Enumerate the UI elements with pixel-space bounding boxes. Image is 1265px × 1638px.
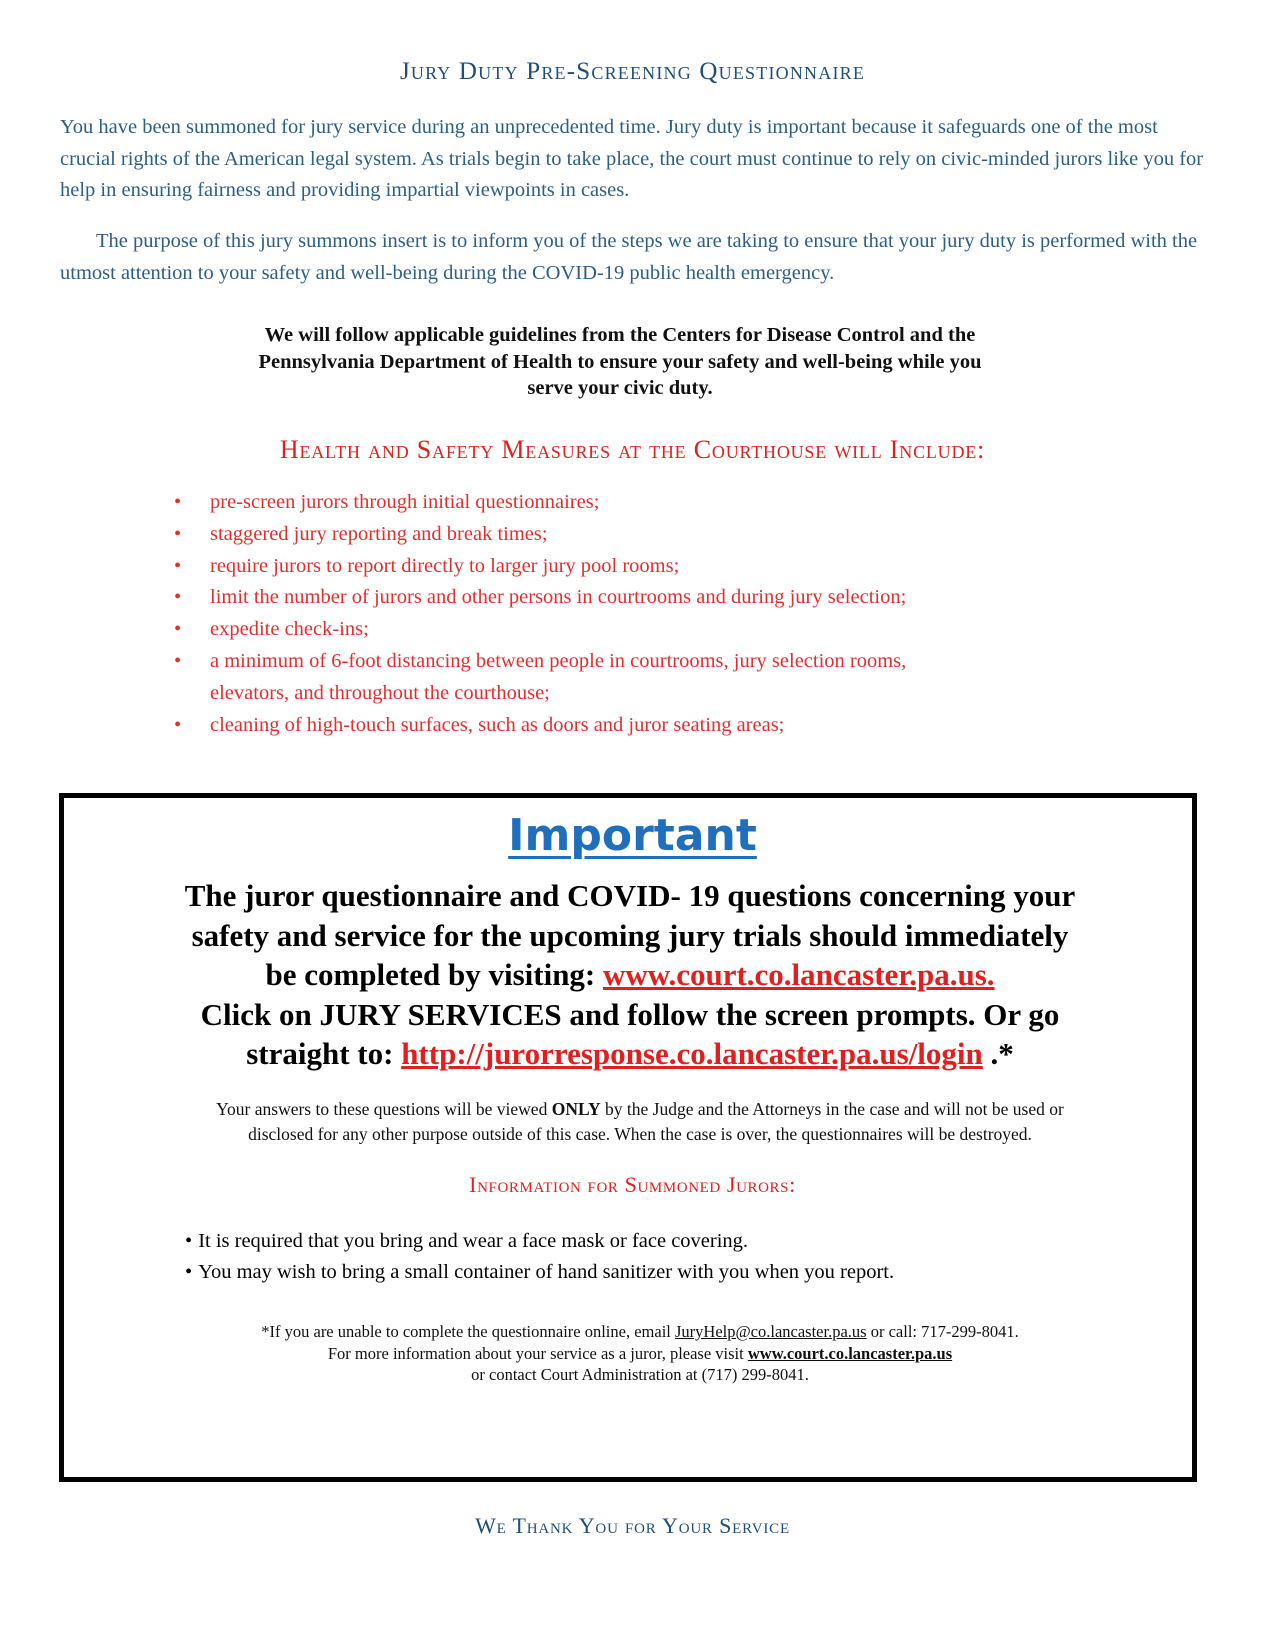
guideline-line-1: We will follow applicable guidelines from the Centers for Disease Control and the [264,324,976,346]
cdc-guideline-statement [150,322,1090,402]
summoned-jurors-list [185,1226,1085,1288]
list-item: • You may wish to bring a small container of hand sanitizer with you when you report. [185,1261,895,1283]
list-item: • pre-screen jurors through initial questionnaires; [170,487,1070,519]
list-item: • cleaning of high-touch surfaces, such as doors and juror seating areas; [170,710,1070,742]
list-item: • It is required that you bring and wear a face mask or face covering. [185,1230,749,1252]
health-measures-list [170,487,1070,741]
bullet-icon: • [174,522,182,545]
list-item-continuation: elevators, and throughout the courthouse; [210,681,550,704]
jury-help-email-link[interactable]: JuryHelp@co.lancaster.pa.us [674,1322,867,1341]
intro-paragraph-1: You have been summoned for jury service during an unprecedented time. Jury duty is important because it safeguards one of the most crucial rights of the American legal system. As trials begin to take place, the court must continue to rely on civic-minded jurors like you for help in ensuring fairness and providing impartial viewpoints in cases. [60,116,1204,201]
bullet-icon: • [174,491,182,513]
list-item: • staggered jury reporting and break times; [170,519,1070,551]
list-item: • expedite check-ins; [170,614,1070,646]
list-item: • limit the number of jurors and other persons in courtrooms and during jury selection; [170,582,1070,614]
guideline-line-2: Pennsylvania Department of Health to ensure your safety and well-being while you [258,350,982,373]
list-item: • a minimum of 6-foot distancing between people in courtrooms, jury selection rooms, [170,646,1070,678]
contact-footnote: *If you are unable to complete the questionnaire online, email JuryHelp@co.lancaster.pa.us or call: 717-299-8041. For more information about your service as a juror, please visit www.court.co.lancaster.pa.us or contact Court Administration at (717) 299-8041. [261,1322,1019,1384]
bullet-icon: • [174,554,182,577]
court-website-footnote-link[interactable]: www.court.co.lancaster.pa.us [747,1343,953,1363]
bullet-icon: • [174,713,182,736]
bullet-icon: • [174,586,182,609]
court-website-link[interactable]: www.court.co.lancaster.pa.us. [603,957,995,992]
important-title: Important [508,810,757,861]
bullet-icon: • [185,1230,193,1252]
summoned-jurors-heading: Information for Summoned Jurors: [469,1172,796,1197]
juror-response-login-link[interactable]: http://jurorresponse.co.lancaster.pa.us/login [401,1036,983,1071]
health-measures-heading: Health and Safety Measures at the Courthouse will Include: [279,435,986,464]
bullet-icon: • [174,618,182,641]
document-title: Jury Duty Pre-Screening Questionnaire [399,58,866,85]
bullet-icon: • [174,649,182,672]
intro-paragraph-2: The purpose of this jury summons insert is to inform you of the steps we are taking to ensure that your jury duty is performed with the utmost attention to your safety and well-being during the COVID-19 public health emergency. [60,230,1198,284]
privacy-note: Your answers to these questions will be viewed ONLY by the Judge and the Attorneys in the case and will not be used or disclosed for any other purpose outside of this case. When the case is over, the questionnaires will be destroyed. [216,1099,1064,1144]
thank-you-footer: We Thank You for Your Service [475,1513,790,1538]
list-item: • require jurors to report directly to larger jury pool rooms; [170,551,1070,583]
bullet-icon: • [185,1261,193,1283]
important-instructions: The juror questionnaire and COVID- 19 questions concerning your safety and service for the upcoming jury trials should immediately be completed by visiting: www.court.co.lancaster.pa.us. Click on JURY SERVICES and follow the screen prompts. Or go straight to: http://jurorresponse.co.lancaster.pa.us/login .* [184,878,1076,1071]
guideline-line-3: serve your civic duty. [527,377,713,399]
